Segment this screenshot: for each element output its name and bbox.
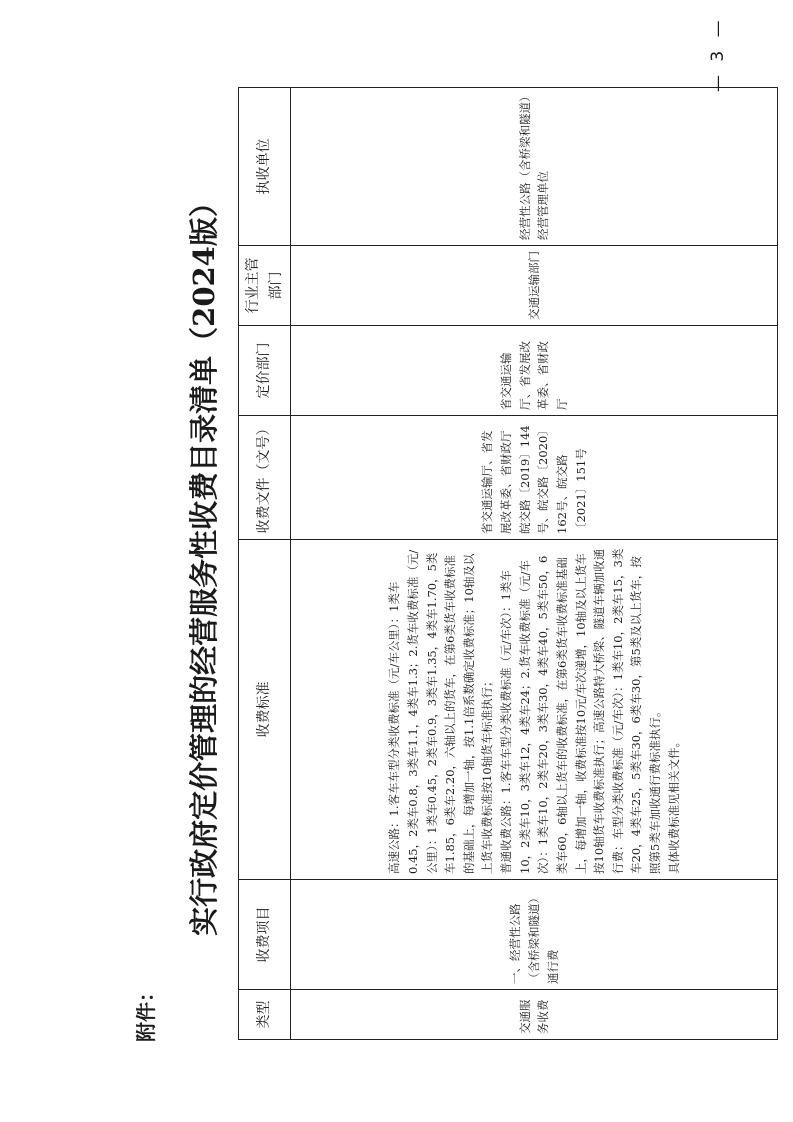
header-pricing-dept: 定价部门: [239, 326, 291, 416]
cell-collector: 经营性公路（含桥梁和隧道）经营管理单位: [291, 88, 778, 246]
cell-industry-dept: 交通运输部门: [291, 246, 778, 326]
header-type: 类型: [239, 990, 291, 1040]
header-industry-dept: 行业主管部门: [239, 246, 291, 326]
header-collector: 执收单位: [239, 88, 291, 246]
cell-type: 交通服务收费: [291, 990, 778, 1040]
header-document: 收费文件（文号）: [239, 416, 291, 540]
fee-catalog-table: [238, 87, 778, 1040]
standard-ordinary-road: 普通收费公路：1.客车车型分类收费标准（元/车次）：1类车10，2类车10，3类车12，4类车24；2.货车收费标准（元/车次）：1类车10，2类车20，3类车30，4类车40，5类车50，6类车60，6轴以上货车的收费标准，在第6类货车收费标准基础上，每增加一轴，收费标准按10元/车次递增，10轴及以上货车按10轴货车收费标准执行；高速公路特大桥梁、隧道车辆加收通行费：车型分类收费标准（元/车次）：1类车10，2类车15，3类车20，4类车25，5类车30，6类车30，第5类及以上货车，按照第5类车加收通行费标准执行。: [499, 548, 663, 874]
attachment-label: 附件：: [134, 982, 158, 1042]
cell-standard: [291, 540, 778, 880]
standard-highway: 高速公路：1.客车车型分类收费标准（元/车公里）：1类车0.45，2类车0.8，3类车1.1，4类车1.3；2.货车收费标准（元/公里）：1类车0.45，2类车0.9，3类车1.35，4类车1.70，5类车1.85，6类车2.20，六轴以上的货车，在第6类货车收费标准的基础上，每增加一轴，按1.1倍系数确定收费标准；10轴及以上货车收费标准按10轴货车标准执行；: [387, 549, 495, 874]
standard-note: 具体收费标准见相关文件。: [666, 736, 681, 874]
cell-pricing-dept: 省交通运输厅、省发展改革委、省财政厅: [291, 326, 778, 416]
page-number: — 3 —: [708, 16, 728, 92]
cell-item: 一、经营性公路（含桥梁和隧道）通行费: [291, 880, 778, 990]
cell-document: 省交通运输厅、省发展改革委、省财政厅皖交路〔2019〕144号、皖交路〔2020〕162号、皖交路〔2021〕151号: [291, 416, 778, 540]
header-item: 收费项目: [239, 880, 291, 990]
table-header-row: [239, 88, 291, 1040]
table-row: [291, 88, 778, 1040]
page-title: 实行政府定价管理的经营服务性收费目录清单（2024版）: [187, 188, 221, 936]
header-standard: 收费标准: [239, 540, 291, 880]
